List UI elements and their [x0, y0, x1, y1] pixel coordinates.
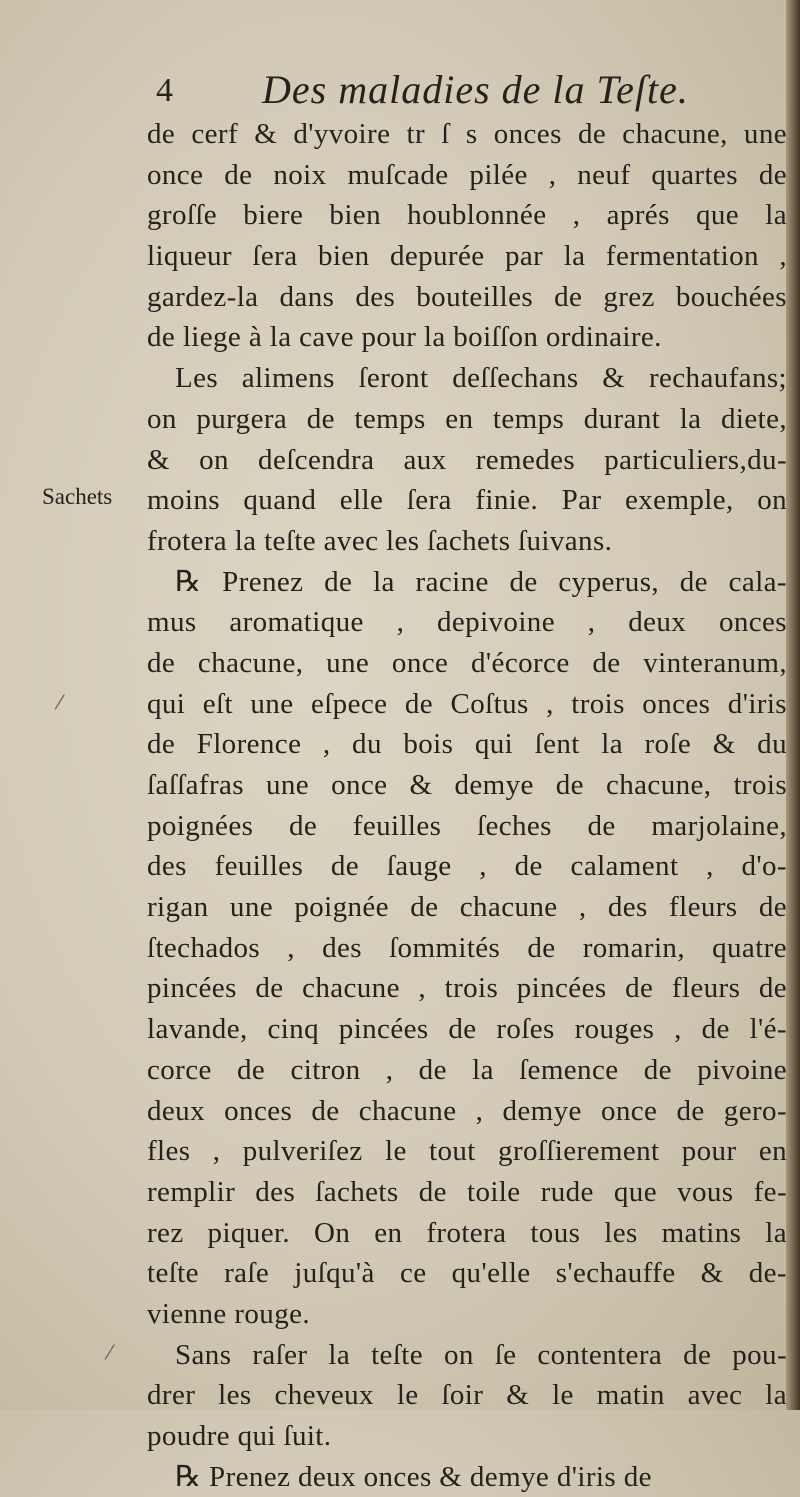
- text-line: ℞ Prenez deux onces & demye d'iris de: [175, 1460, 652, 1493]
- text-line: ℞ Prenez de la racine de cyperus, de cala-: [175, 565, 787, 598]
- text-line: de chacune, une once d'écorce de vinteranum,: [147, 646, 787, 679]
- text-line: moins quand elle ſera finie. Par exemple, on: [147, 484, 787, 517]
- page-number: 4: [156, 72, 173, 109]
- text-line: drer les cheveux le ſoir & le matin avec la: [147, 1379, 787, 1412]
- text-line: qui eſt une eſpece de Coſtus , trois onces d'iris: [147, 687, 787, 720]
- text-line: corce de citron , de la ſemence de pivoine: [147, 1053, 787, 1086]
- text-line: fles , pulveriſez le tout groſſierement pour en: [147, 1135, 787, 1168]
- text-line: lavande, cinq pincées de roſes rouges , de l'é-: [147, 1013, 787, 1046]
- text-line: Sans raſer la teſte on ſe contentera de pou-: [175, 1338, 787, 1371]
- page-edge: [786, 0, 800, 1410]
- text-line: once de noix muſcade pilée , neuf quartes de: [147, 158, 787, 191]
- text-line: gardez-la dans des bouteilles de grez bouchées: [147, 280, 787, 313]
- text-line: poignées de feuilles ſeches de marjolaine,: [147, 809, 787, 842]
- text-line: rigan une poignée de chacune , des fleurs de: [147, 891, 787, 924]
- text-line: deux onces de chacune , demye once de gero-: [147, 1094, 787, 1127]
- text-line: de liege à la cave pour la boiſſon ordinaire.: [147, 321, 662, 354]
- text-line: frotera la teſte avec les ſachets ſuivans.: [147, 524, 613, 557]
- text-line: vienne rouge.: [147, 1297, 311, 1330]
- running-title: Des maladies de la Teſte.: [262, 67, 689, 112]
- text-line: ſtechados , des ſommités de romarin, quatre: [147, 931, 787, 964]
- text-line: Les alimens ſeront deſſechans & rechaufans;: [175, 362, 787, 395]
- text-line: remplir des ſachets de toile rude que vous fe-: [147, 1175, 787, 1208]
- text-line: des feuilles de ſauge , de calament , d'o-: [147, 850, 787, 883]
- text-line: liqueur ſera bien depurée par la fermentation ,: [147, 240, 787, 273]
- text-line: de Florence , du bois qui ſent la roſe & du: [147, 728, 787, 761]
- text-line: poudre qui ſuit.: [147, 1420, 332, 1452]
- text-line: & on deſcendra aux remedes particuliers,du-: [147, 443, 787, 476]
- text-line: teſte raſe juſqu'à ce qu'elle s'echauffe & de-: [147, 1257, 787, 1290]
- page-header: [150, 66, 750, 114]
- text-line: ſaſſafras une once & demye de chacune, trois: [147, 769, 787, 801]
- text-line: groſſe biere bien houblonnée , aprés que la: [147, 199, 787, 232]
- text-line: mus aromatique , depivoine , deux onces: [147, 606, 787, 639]
- text-line: pincées de chacune , trois pincées de fleurs de: [147, 972, 787, 1005]
- ink-mark: ⁄: [58, 690, 62, 714]
- margin-note: Sachets: [42, 484, 113, 509]
- text-line: on purgera de temps en temps durant la diete,: [147, 402, 787, 435]
- body-text: [147, 114, 787, 1497]
- text-line: de cerf & d'yvoire tr ſ s onces de chacune, une: [147, 118, 787, 150]
- text-line: rez piquer. On en frotera tous les matins la: [147, 1216, 787, 1249]
- ink-mark: ⁄: [108, 1340, 112, 1364]
